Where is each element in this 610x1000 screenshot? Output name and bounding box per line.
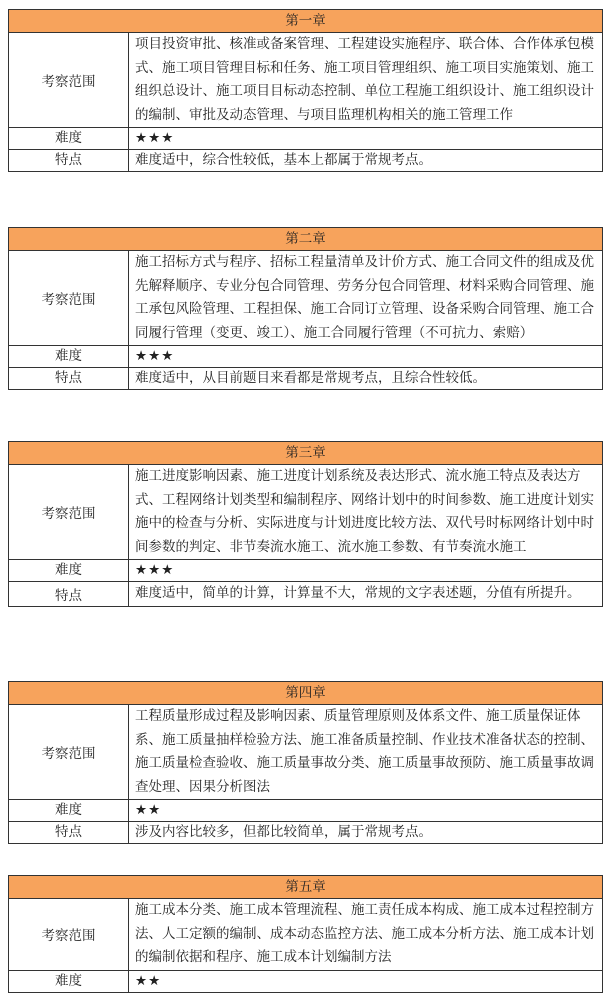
scope-label: 考察范围 <box>9 465 129 559</box>
features-row <box>9 368 602 389</box>
chapter-title: 第一章 <box>9 10 602 33</box>
features-value: 涉及内容比较多，但都比较简单，属于常规考点。 <box>135 824 432 840</box>
scope-row <box>9 899 602 971</box>
chapter-4-table <box>8 681 603 844</box>
scope-row <box>9 33 602 128</box>
difficulty-row <box>9 128 602 150</box>
features-label: 特点 <box>9 582 129 606</box>
features-value: 难度适中，综合性较低，基本上都属于常规考点。 <box>135 152 432 168</box>
scope-label: 考察范围 <box>9 899 129 970</box>
difficulty-row <box>9 560 602 582</box>
difficulty-label: 难度 <box>9 800 129 821</box>
difficulty-stars: ★★ <box>135 802 162 818</box>
chapter-3-table <box>8 441 603 607</box>
difficulty-label: 难度 <box>9 971 129 992</box>
scope-label: 考察范围 <box>9 33 129 127</box>
difficulty-label: 难度 <box>9 128 129 149</box>
features-row <box>9 822 602 843</box>
scope-value: 项目投资审批、核准或备案管理、工程建设实施程序、联合体、合作体承包模式、施工项目管理目标和任务、施工项目管理组织、施工项目实施策划、施工组织总设计、施工项目目标动态控制、单位工程施工组织设计、施工组织设计的编制、审批及动态管理、与项目监理机构相关的施工管理工作 <box>135 36 594 123</box>
difficulty-stars: ★★★ <box>135 348 175 364</box>
chapter-1-table <box>8 9 603 172</box>
difficulty-stars: ★★ <box>135 972 162 989</box>
scope-label: 考察范围 <box>9 705 129 799</box>
difficulty-row <box>9 346 602 368</box>
scope-value: 施工成本分类、施工成本管理流程、施工责任成本构成、施工成本过程控制方法、人工定额的编制、成本动态监控方法、施工成本分析方法、施工成本计划的编制依据和程序、施工成本计划编制方法 <box>135 902 594 965</box>
chapter-5-table <box>8 875 603 993</box>
chapter-2-table <box>8 227 603 390</box>
difficulty-row <box>9 971 602 992</box>
chapter-title: 第五章 <box>9 876 602 899</box>
scope-value: 工程质量形成过程及影响因素、质量管理原则及体系文件、施工质量保证体系、施工质量抽样检验方法、施工准备质量控制、作业技术准备状态的控制、施工质量检查验收、施工质量事故分类、施工质量事故预防、施工质量事故调查处理、因果分析图法 <box>135 708 594 795</box>
features-label: 特点 <box>9 368 129 389</box>
features-value: 难度适中，从目前题目来看都是常规考点，且综合性较低。 <box>135 370 486 386</box>
scope-row <box>9 705 602 800</box>
features-row <box>9 582 602 606</box>
difficulty-label: 难度 <box>9 560 129 581</box>
features-row <box>9 150 602 171</box>
scope-value: 施工进度影响因素、施工进度计划系统及表达形式、流水施工特点及表达方式、工程网络计划类型和编制程序、网络计划中的时间参数、施工进度计划实施中的检查与分析、实际进度与计划进度比较方法、双代号时标网络计划中时间参数的判定、非节奏流水施工、流水施工参数、有节奏流水施工 <box>135 468 594 555</box>
scope-label: 考察范围 <box>9 251 129 345</box>
difficulty-stars: ★★★ <box>135 562 175 578</box>
difficulty-stars: ★★★ <box>135 130 175 146</box>
features-label: 特点 <box>9 822 129 843</box>
chapter-title: 第四章 <box>9 682 602 705</box>
features-value: 难度适中，简单的计算，计算量不大，常规的文字表述题，分值有所提升。 <box>135 585 581 601</box>
features-label: 特点 <box>9 150 129 171</box>
chapter-title: 第二章 <box>9 228 602 251</box>
difficulty-label: 难度 <box>9 346 129 367</box>
chapter-title: 第三章 <box>9 442 602 465</box>
scope-value: 施工招标方式与程序、招标工程量清单及计价方式、施工合同文件的组成及优先解释顺序、专业分包合同管理、劳务分包合同管理、材料采购合同管理、施工承包风险管理、工程担保、施工合同订立管理、设备采购合同管理、施工合同履行管理（变更、竣工）、施工合同履行管理（不可抗力、索赔） <box>135 254 594 341</box>
scope-row <box>9 465 602 560</box>
difficulty-row <box>9 800 602 822</box>
scope-row <box>9 251 602 346</box>
